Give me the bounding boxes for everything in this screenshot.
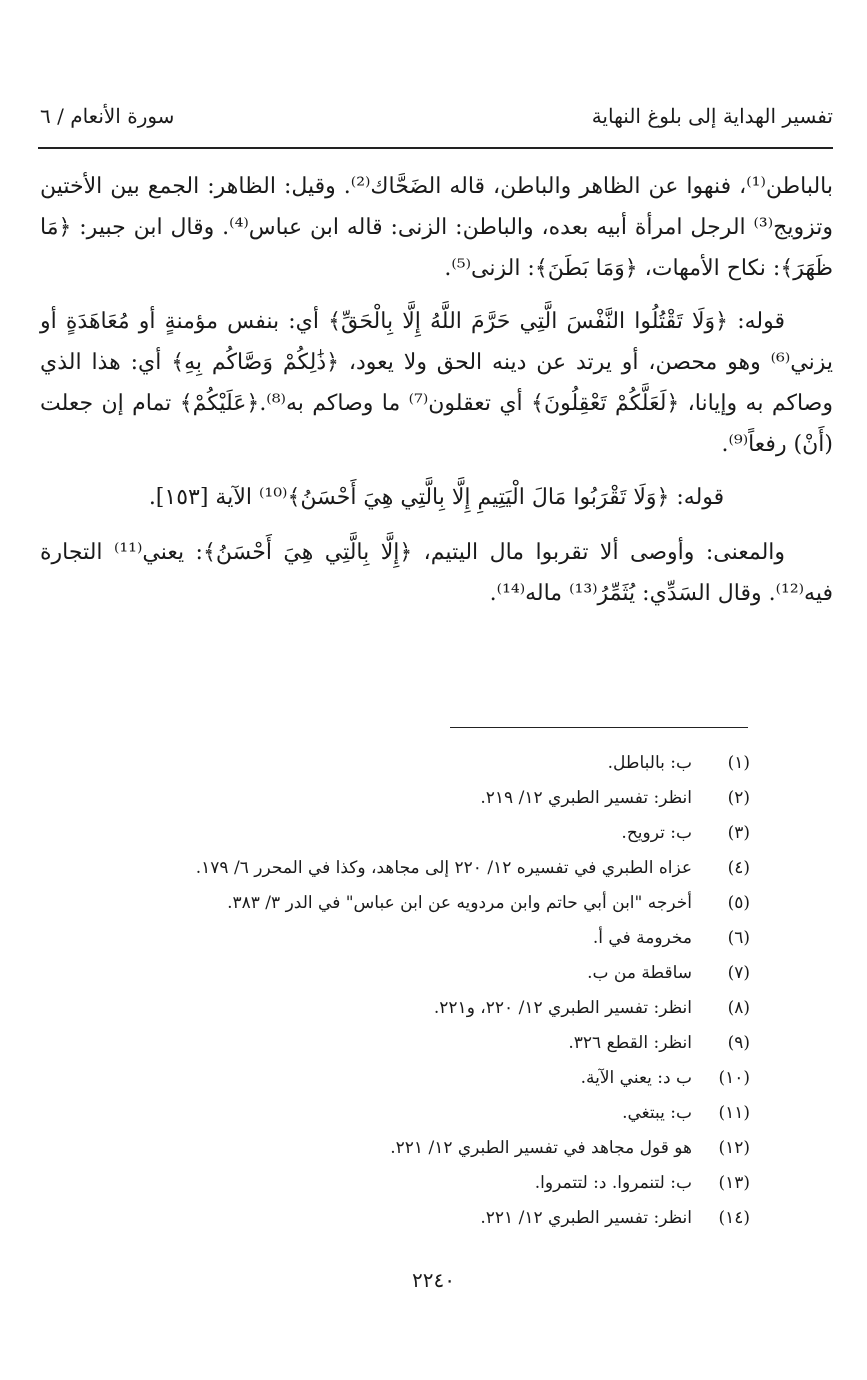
footnote xyxy=(40,991,750,1026)
paragraph: قوله: ﴿وَلَا تَقْتُلُوا النَّفْسَ الَّتِي حَرَّمَ اللَّهُ إِلَّا بِالْحَقِّ﴾ أي: بنفس مؤمنةٍ أو مُعَاهَدَةٍ أو يزني⁽⁶⁾ وهو محصن، أو يرتد عن دينه الحق ولا يعود، ﴿ذَٰلِكُمْ وَصَّاكُم بِهِ﴾ أي: هذا الذي وصاكم به وإيانا، ﴿لَعَلَّكُمْ تَعْقِلُونَ﴾ أي تعقلون⁽⁷⁾ ما وصاكم به⁽⁸⁾.﴿عَلَيْكُمْ﴾ تمام إن جعلت (أَنْ) رفعاً⁽⁹⁾. xyxy=(40,309,833,457)
footnote-number: (٦) xyxy=(727,928,750,948)
footnote-number: (١) xyxy=(727,753,750,773)
footnote-number: (١٠) xyxy=(718,1068,750,1088)
footnote-number: (١٤) xyxy=(718,1208,750,1228)
footnote-text: ساقطة من ب. xyxy=(587,963,692,983)
book-title: تفسير الهداية إلى بلوغ النهاية xyxy=(591,104,833,128)
footnote xyxy=(40,1096,750,1131)
footnote-text: أخرجه "ابن أبي حاتم وابن مردويه عن ابن عباس" في الدر ٣/ ٣٨٣. xyxy=(227,893,692,913)
footnote xyxy=(40,1166,750,1201)
footnote xyxy=(40,956,750,991)
footnote-number: (١٣) xyxy=(718,1173,750,1193)
footnote xyxy=(40,1201,750,1236)
header-rule xyxy=(38,147,833,149)
footnote-text: ب د: يعني الآية. xyxy=(580,1068,692,1088)
footnote xyxy=(40,781,750,816)
footnote xyxy=(40,1131,750,1166)
footnote-number: (٥) xyxy=(727,893,750,913)
footnote-number: (١٢) xyxy=(718,1138,750,1158)
footnote-number: (٤) xyxy=(727,858,750,878)
footnote-text: انظر: القطع ٣٢٦. xyxy=(568,1033,692,1053)
footnote-text: ب: بالباطل. xyxy=(607,753,692,773)
footnote-text: ب: يبتغي. xyxy=(622,1103,692,1123)
footnote-number: (١١) xyxy=(718,1103,750,1123)
footnote-text: ب: لتنمروا. د: لتتمروا. xyxy=(534,1173,692,1193)
footnote xyxy=(40,921,750,956)
running-header xyxy=(40,104,833,144)
footnotes xyxy=(40,746,750,1236)
footnote-text: مخرومة في أ. xyxy=(592,928,692,948)
footnote xyxy=(40,1061,750,1096)
paragraph: والمعنى: وأوصى ألا تقربوا مال اليتيم، ﴿إِلَّا بِالَّتِي هِيَ أَحْسَنُ﴾: يعني⁽¹¹⁾ التجارة فيه⁽¹²⁾. وقال السَدِّي: يُثَمِّرُ⁽¹³⁾ ماله⁽¹⁴⁾. xyxy=(40,540,833,606)
paragraph: بالباطن⁽¹⁾، فنهوا عن الظاهر والباطن، قاله الضَحَّاك⁽²⁾. وقيل: الظاهر: الجمع بين الأختين وتزويج⁽³⁾ الرجل امرأة أبيه بعده، والباطن: الزنى: قاله ابن عباس⁽⁴⁾. وقال ابن جبير: ﴿مَا ظَهَرَ﴾: نكاح الأمهات، ﴿وَمَا بَطَنَ﴾: الزنى⁽⁵⁾. xyxy=(40,174,833,281)
footnote xyxy=(40,1026,750,1061)
footnote-text: ب: ترويح. xyxy=(621,823,692,843)
footnote-number: (٩) xyxy=(727,1033,750,1053)
footnote xyxy=(40,746,750,781)
footnote xyxy=(40,886,750,921)
page-number: ٢٢٤٠ xyxy=(412,1268,455,1292)
footnote xyxy=(40,816,750,851)
footnote-text: عزاه الطبري في تفسيره ١٢/ ٢٢٠ إلى مجاهد، وكذا في المحرر ٦/ ١٧٩. xyxy=(195,858,692,878)
verse-heading: قوله: ﴿وَلَا تَقْرَبُوا مَالَ الْيَتِيمِ إِلَّا بِالَّتِي هِيَ أَحْسَنُ﴾⁽¹⁰⁾ الآية [١٥٣]. xyxy=(148,485,725,510)
main-text xyxy=(40,166,833,626)
footnote-text: انظر: تفسير الطبري ١٢/ ٢٢٠، و٢٢١. xyxy=(433,998,692,1018)
footnote-text: هو قول مجاهد في تفسير الطبري ١٢/ ٢٢١. xyxy=(390,1138,692,1158)
footnote-number: (٧) xyxy=(727,963,750,983)
footnote-number: (٨) xyxy=(727,998,750,1018)
footnote-rule xyxy=(450,727,748,728)
footnote-text: انظر: تفسير الطبري ١٢/ ٢١٩. xyxy=(480,788,692,808)
surah-label: سورة الأنعام / ٦ xyxy=(40,104,175,128)
footnote-number: (٣) xyxy=(727,823,750,843)
footnote-number: (٢) xyxy=(727,788,750,808)
footnote-text: انظر: تفسير الطبري ١٢/ ٢٢١. xyxy=(480,1208,692,1228)
footnote xyxy=(40,851,750,886)
